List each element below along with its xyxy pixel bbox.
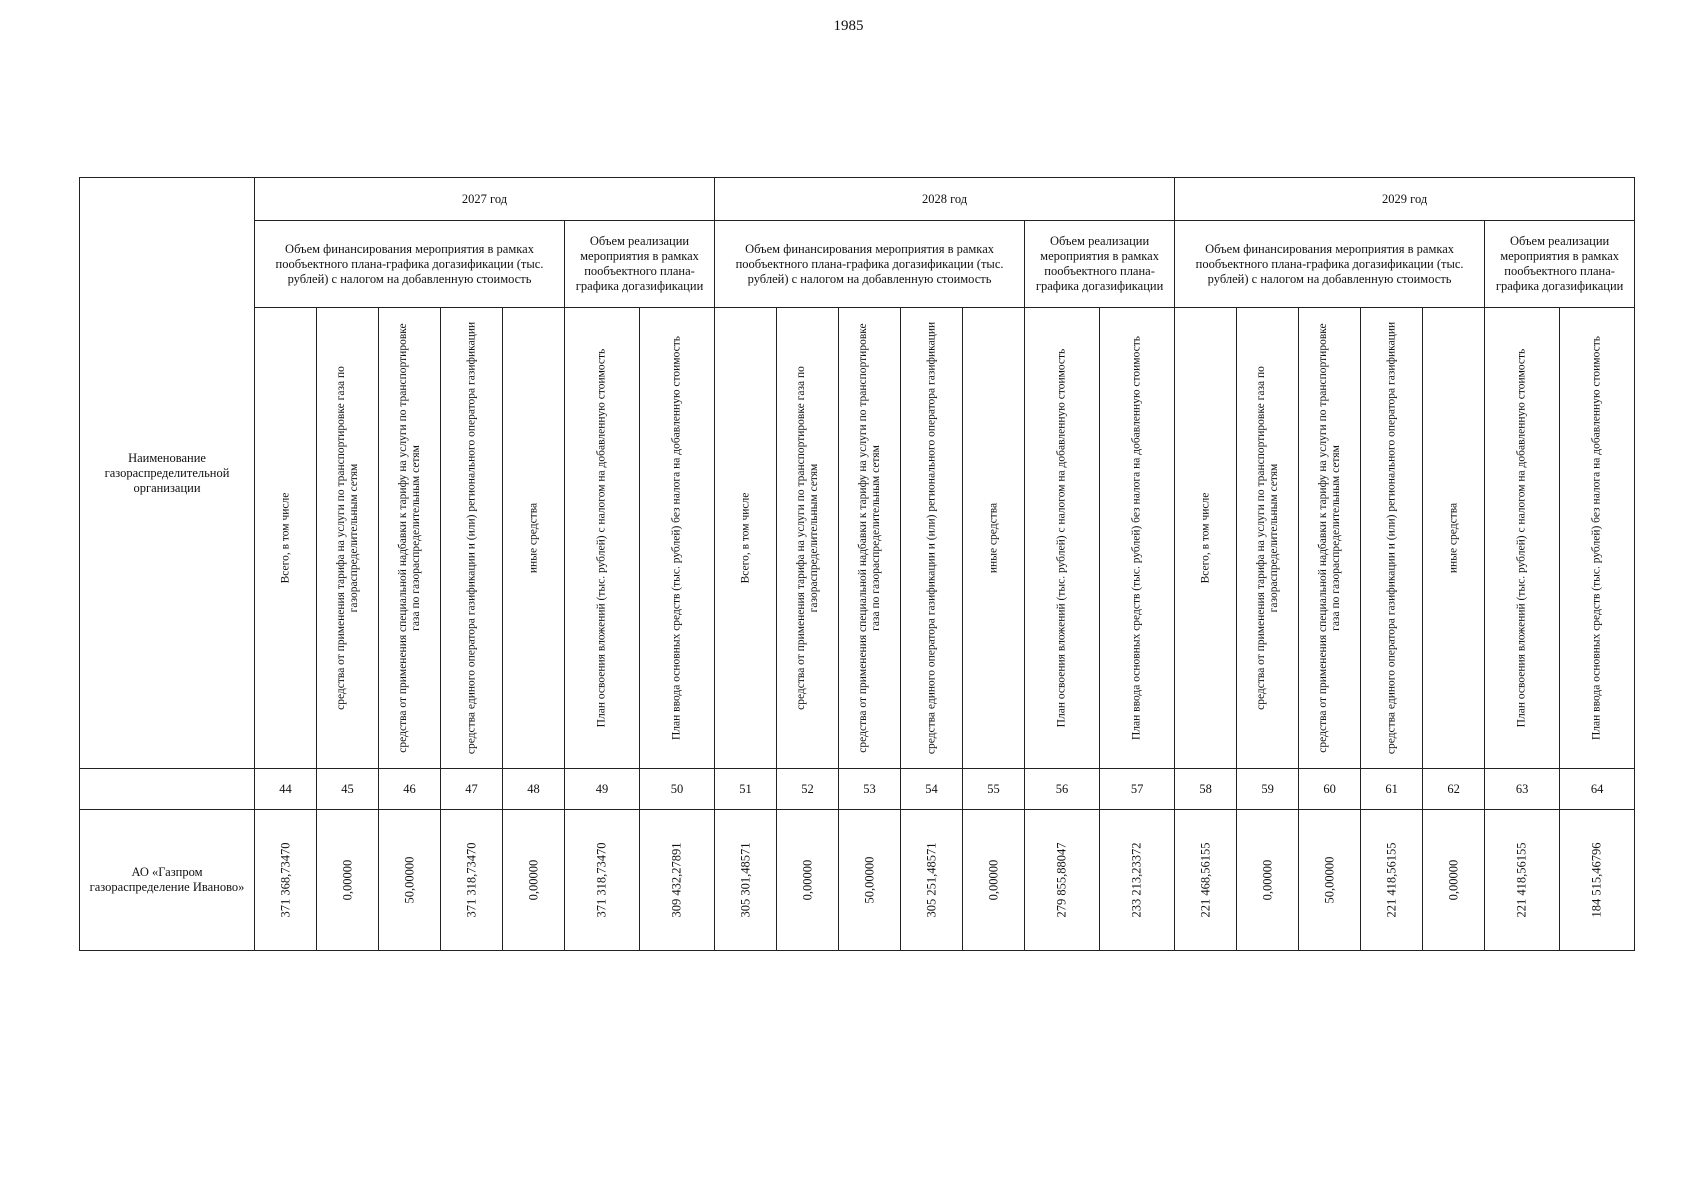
column-number: 52 [777, 769, 839, 810]
value-text: 0,00000 [800, 859, 815, 901]
subcolumn-header [503, 308, 565, 769]
value-cell [565, 810, 640, 951]
subcolumn-header [839, 308, 901, 769]
subcolumn-header [565, 308, 640, 769]
column-number: 50 [640, 769, 715, 810]
column-number: 49 [565, 769, 640, 810]
value-text: 221 418,56155 [1514, 842, 1529, 918]
org-name-cell: АО «Газпром газораспределение Иваново» [80, 810, 255, 951]
table-row [80, 810, 1635, 951]
subcolumn-header-label: средства от применения специальной надбавки к тарифу на услуги по транспортировке газа по газораспределительным сетям [396, 323, 422, 753]
column-number: 60 [1299, 769, 1361, 810]
column-number: 63 [1485, 769, 1560, 810]
value-text: 50,00000 [402, 856, 416, 904]
financing-group-header: Объем финансирования мероприятия в рамках пообъектного плана-графика догазификации (тыс. рублей) с налогом на добавленную стоимость [1175, 221, 1485, 308]
value-text: 305 301,48571 [738, 842, 753, 918]
column-number: 44 [255, 769, 317, 810]
subcolumn-header-label: иные средства [1447, 502, 1460, 574]
column-number: 48 [503, 769, 565, 810]
subcolumn-header-label: План освоения вложений (тыс. рублей) с налогом на добавленную стоимость [1055, 348, 1068, 728]
subcolumn-header [777, 308, 839, 769]
value-text: 50,00000 [862, 856, 877, 904]
subcolumn-header-label: Всего, в том числе [739, 492, 752, 584]
subcolumn-header-label: средства единого оператора газификации и (или) регионального оператора газификации [1385, 321, 1398, 755]
year-header: 2028 год [715, 178, 1175, 221]
value-text: 371 368,73470 [278, 842, 292, 918]
column-number: 59 [1237, 769, 1299, 810]
value-cell [839, 810, 901, 951]
value-text: 0,00000 [340, 859, 354, 901]
subcolumn-header-label: План ввода основных средств (тыс. рублей) без налога на добавленную стоимость [1590, 336, 1603, 740]
subcolumn-header [1237, 308, 1299, 769]
subcolumn-header-label: Всего, в том числе [279, 492, 291, 584]
value-cell [441, 810, 503, 951]
value-cell [715, 810, 777, 951]
financing-group-header: Объем финансирования мероприятия в рамках пообъектного плана-графика догазификации (тыс. рублей) с налогом на добавленную стоимость [255, 221, 565, 308]
value-cell [1361, 810, 1423, 951]
column-number: 64 [1560, 769, 1635, 810]
subcolumn-header-label: План ввода основных средств (тыс. рублей) без налога на добавленную стоимость [670, 336, 683, 740]
value-cell [317, 810, 379, 951]
column-number: 57 [1100, 769, 1175, 810]
value-text: 221 468,56155 [1198, 842, 1213, 918]
value-cell [963, 810, 1025, 951]
column-number: 51 [715, 769, 777, 810]
subcolumn-header [379, 308, 441, 769]
subcolumn-header [255, 308, 317, 769]
column-number: 58 [1175, 769, 1237, 810]
subcolumn-header [1100, 308, 1175, 769]
value-text: 371 318,73470 [594, 842, 609, 918]
value-cell [255, 810, 317, 951]
value-cell [379, 810, 441, 951]
value-text: 0,00000 [1446, 859, 1461, 901]
value-cell [1299, 810, 1361, 951]
subcolumn-header-label: План освоения вложений (тыс. рублей) с налогом на добавленную стоимость [595, 348, 608, 728]
value-text: 50,00000 [1322, 856, 1337, 904]
financing-group-header: Объем финансирования мероприятия в рамках пообъектного плана-графика догазификации (тыс. рублей) с налогом на добавленную стоимость [715, 221, 1025, 308]
year-header: 2029 год [1175, 178, 1635, 221]
column-number: 47 [441, 769, 503, 810]
subcolumn-header [1485, 308, 1560, 769]
value-cell [1175, 810, 1237, 951]
value-cell [503, 810, 565, 951]
subcolumn-header [1423, 308, 1485, 769]
value-cell [777, 810, 839, 951]
subcolumn-header [317, 308, 379, 769]
org-name-header: Наименование газораспределительной организации [80, 178, 255, 769]
subcolumn-header-label: средства единого оператора газификации и (или) регионального оператора газификации [465, 321, 477, 755]
value-cell [640, 810, 715, 951]
subcolumn-header-label: средства единого оператора газификации и (или) регионального оператора газификации [925, 321, 938, 755]
value-cell [1237, 810, 1299, 951]
realization-group-header: Объем реализации мероприятия в рамках пообъектного плана-графика догазификации [565, 221, 715, 308]
value-cell [1485, 810, 1560, 951]
value-text: 279 855,88047 [1054, 842, 1069, 918]
value-cell [1100, 810, 1175, 951]
subcolumn-header [441, 308, 503, 769]
year-header: 2027 год [255, 178, 715, 221]
value-cell [901, 810, 963, 951]
value-text: 0,00000 [1260, 859, 1275, 901]
subcolumn-header-label: План ввода основных средств (тыс. рублей) без налога на добавленную стоимость [1130, 336, 1143, 740]
value-text: 305 251,48571 [924, 842, 939, 918]
subcolumn-header [1175, 308, 1237, 769]
subcolumn-header [1560, 308, 1635, 769]
subcolumn-header [901, 308, 963, 769]
subcolumn-header-label: средства от применения специальной надбавки к тарифу на услуги по транспортировке газа по газораспределительным сетям [856, 323, 882, 753]
value-cell [1560, 810, 1635, 951]
subcolumn-header-label: средства от применения тарифа на услуги по транспортировке газа по газораспределительным сетям [334, 366, 360, 710]
subcolumn-header [715, 308, 777, 769]
column-number-blank [80, 769, 255, 810]
column-number: 56 [1025, 769, 1100, 810]
subcolumn-header-label: Всего, в том числе [1199, 492, 1212, 584]
value-cell [1025, 810, 1100, 951]
column-number: 61 [1361, 769, 1423, 810]
value-text: 233 213,23372 [1129, 842, 1144, 918]
value-text: 0,00000 [986, 859, 1001, 901]
gasification-plan-table [79, 177, 1635, 951]
column-number: 53 [839, 769, 901, 810]
subcolumn-header [963, 308, 1025, 769]
subcolumn-header-label: План освоения вложений (тыс. рублей) с налогом на добавленную стоимость [1515, 348, 1528, 728]
column-number: 54 [901, 769, 963, 810]
subcolumn-header-label: иные средства [527, 502, 539, 574]
column-number: 55 [963, 769, 1025, 810]
subcolumn-header-label: средства от применения тарифа на услуги по транспортировке газа по газораспределительным сетям [794, 366, 820, 710]
column-number: 62 [1423, 769, 1485, 810]
subcolumn-header [1025, 308, 1100, 769]
value-text: 0,00000 [526, 859, 540, 901]
subcolumn-header [640, 308, 715, 769]
column-number: 46 [379, 769, 441, 810]
subcolumn-header [1299, 308, 1361, 769]
value-text: 309 432,27891 [669, 842, 684, 918]
column-number: 45 [317, 769, 379, 810]
subcolumn-header [1361, 308, 1423, 769]
subcolumn-header-label: средства от применения тарифа на услуги по транспортировке газа по газораспределительным сетям [1254, 366, 1280, 710]
page-number: 1985 [833, 18, 864, 34]
realization-group-header: Объем реализации мероприятия в рамках пообъектного плана-графика догазификации [1025, 221, 1175, 308]
value-text: 184 515,46796 [1589, 842, 1604, 918]
subcolumn-header-label: иные средства [987, 502, 1000, 574]
value-cell [1423, 810, 1485, 951]
value-text: 371 318,73470 [464, 842, 478, 918]
realization-group-header: Объем реализации мероприятия в рамках пообъектного плана-графика догазификации [1485, 221, 1635, 308]
subcolumn-header-label: средства от применения специальной надбавки к тарифу на услуги по транспортировке газа по газораспределительным сетям [1316, 323, 1342, 753]
value-text: 221 418,56155 [1384, 842, 1399, 918]
